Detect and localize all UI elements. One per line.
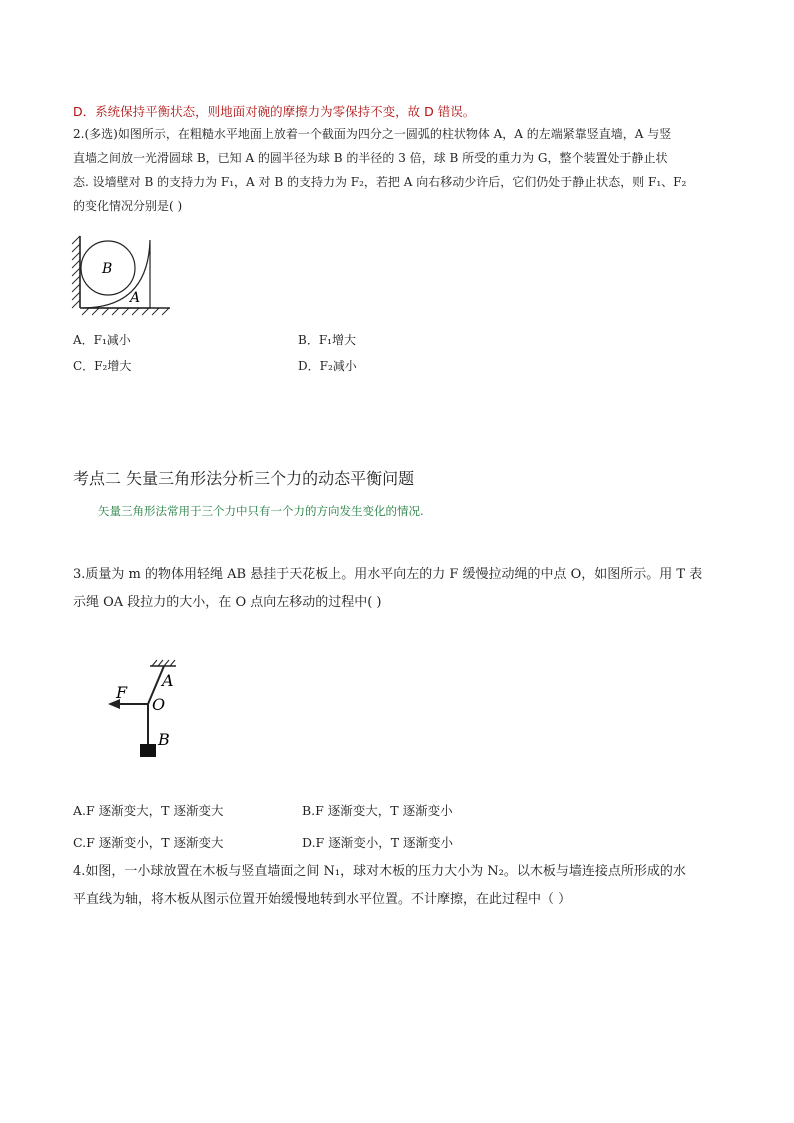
- q2-option-a: A．F₁减小: [73, 333, 131, 347]
- question-2: [73, 122, 733, 218]
- q3-line-2: 示绳 OA 段拉力的大小，在 O 点向左移动的过程中( ): [73, 595, 382, 610]
- mass-block: [140, 744, 156, 757]
- q2-option-c: C．F₂增大: [73, 359, 132, 373]
- label-f: F: [116, 683, 128, 702]
- section-2-note: 矢量三角形法常用于三个力中只有一个力的方向发生变化的情况.: [98, 504, 424, 518]
- q2-figure: [70, 232, 172, 316]
- q2-line-4: 的变化情况分别是( ): [73, 199, 183, 213]
- q3-option-b: B.F 逐渐变大，T 逐渐变小: [302, 803, 453, 818]
- label-a: A: [130, 290, 141, 306]
- q2-option-d: D．F₂减小: [298, 359, 357, 373]
- question-3: [73, 561, 733, 617]
- q3-line-1: 3.质量为 m 的物体用轻绳 AB 悬挂于天花板上。用水平向左的力 F 缓慢拉动绳的中点 O，如图所示。用 T 表: [73, 567, 703, 582]
- label-b: B: [158, 730, 170, 749]
- section-2-title: 考点二 矢量三角形法分析三个力的动态平衡问题: [73, 469, 415, 488]
- q3-option-c: C.F 逐渐变小，T 逐渐变大: [73, 835, 224, 850]
- q2-line-3: 态. 设墙壁对 B 的支持力为 F₁，A 对 B 的支持力为 F₂，若把 A 向右移动少许后，它们仍处于静止状态，则 F₁、F₂: [73, 175, 687, 189]
- q4-line-2: 平直线为轴，将木板从图示位置开始缓慢地转到水平位置。不计摩擦，在此过程中（ ）: [73, 892, 572, 907]
- label-a: A: [162, 671, 174, 690]
- q4-line-1: 4.如图，一小球放置在木板与竖直墙面之间 N₁，球对木板的压力大小为 N₂。以木板与墙连接点所形成的水: [73, 864, 686, 879]
- label-o: O: [152, 695, 166, 714]
- q3-option-a: A.F 逐渐变大，T 逐渐变大: [73, 803, 224, 818]
- q3-option-d: D.F 逐渐变小，T 逐渐变小: [302, 835, 454, 850]
- q3-figure: [104, 658, 184, 760]
- q2-option-b: B．F₁增大: [298, 333, 356, 347]
- q2-line-1: 2.(多选)如图所示，在粗糙水平地面上放着一个截面为四分之一圆弧的柱状物体 A，A 的左端紧靠竖直墙，A 与竖: [73, 127, 672, 141]
- q1-answer-d: D．系统保持平衡状态，则地面对碗的摩擦力为零保持不变，故 D 错误。: [73, 104, 476, 119]
- q2-line-2: 直墙之间放一光滑圆球 B，已知 A 的圆半径为球 B 的半径的 3 倍，球 B 所受的重力为 G，整个装置处于静止状: [73, 151, 668, 165]
- label-b: B: [102, 261, 113, 277]
- question-4: [73, 858, 733, 914]
